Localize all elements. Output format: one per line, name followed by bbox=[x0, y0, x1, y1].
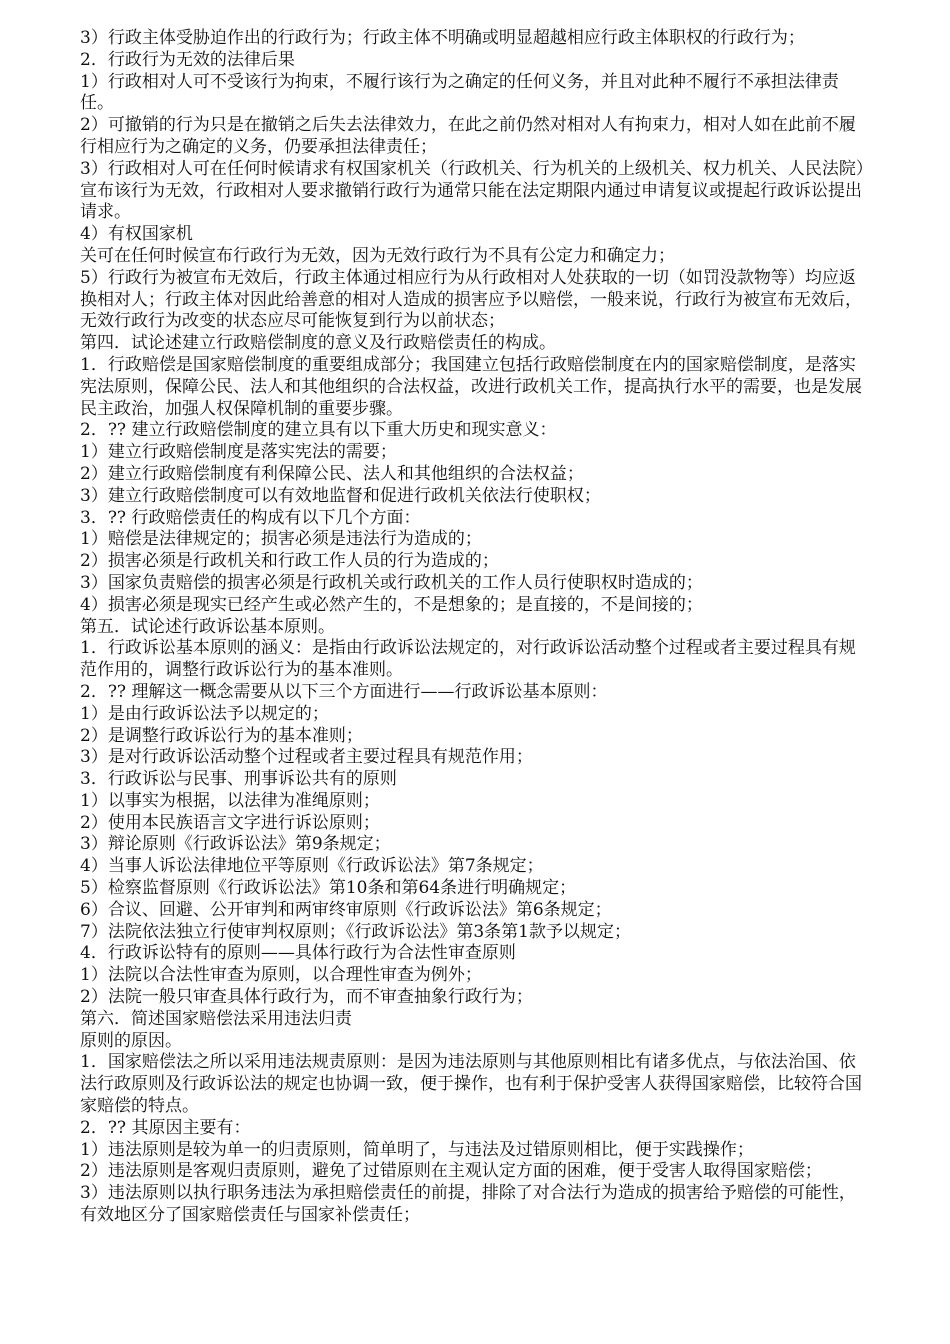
text-line: 关可在任何时候宣布行政行为无效，因为无效行政行为不具有公定力和确定力； bbox=[80, 245, 675, 266]
text-line: 2）法院一般只审查具体行政行为，而不审查抽象行政行为； bbox=[80, 987, 533, 1008]
text-line: 4）损害必须是现实已经产生或必然产生的，不是想象的；是直接的，不是间接的； bbox=[80, 594, 703, 615]
question-heading: 第四．试论述建立行政赔偿制度的意义及行政赔偿责任的构成。 bbox=[80, 333, 556, 354]
text-line: 5）检察监督原则《行政诉讼法》第10条和第64条进行明确规定； bbox=[80, 878, 577, 899]
text-line: 1）以事实为根据，以法律为准绳原则； bbox=[80, 790, 380, 811]
section-heading: 4．行政诉讼特有的原则——具体行政行为合法性审查原则 bbox=[80, 943, 516, 964]
text-line: 2）是调整行政诉讼行为的基本准则； bbox=[80, 725, 363, 746]
text-line: 3）行政主体受胁迫作出的行政行为；行政主体不明确或明显超越相应行政主体职权的行政行为； bbox=[80, 28, 805, 48]
text-line: 1）行政相对人可不受该行为拘束，不履行该行为之确定的任何义务，并且对此种不履行不承担法律责任。 bbox=[80, 71, 839, 114]
section-heading: 2．?? 其原因主要有： bbox=[80, 1117, 251, 1138]
text-line: 2）违法原则是客观归责原则，避免了过错原则在主观认定方面的困难，便于受害人取得国家赔偿； bbox=[80, 1161, 822, 1182]
text-line: 2）损害必须是行政机关和行政工作人员的行为造成的； bbox=[80, 551, 499, 572]
text-line: 1）赔偿是法律规定的；损害必须是违法行为造成的； bbox=[80, 529, 482, 550]
text-line: 1）违法原则是较为单一的归责原则，简单明了，与违法及过错原则相比，便于实践操作； bbox=[80, 1139, 754, 1160]
text-line: 5）行政行为被宣布无效后，行政主体通过相应行为从行政相对人处获取的一切（如罚没款物等）均应返换相对人；行政主体对因此给善意的相对人造成的损害应予以赔偿，一般来说，行政行为被宣布无效后，无效行政行为改变的状态应尽可能恢复到行为以前状态； bbox=[80, 267, 862, 332]
text-line: 6）合议、回避、公开审判和两审终审原则《行政诉讼法》第6条规定； bbox=[80, 899, 612, 920]
text-line: 1．行政赔偿是国家赔偿制度的重要组成部分；我国建立包括行政赔偿制度在内的国家赔偿制度，是落实宪法原则，保障公民、法人和其他组织的合法权益，改进行政机关工作，提高执行水平的需要，也是发展民主政治，加强人权保障机制的重要步骤。 bbox=[80, 354, 862, 419]
section-heading: 2．?? 理解这一概念需要从以下三个方面进行——行政诉讼基本原则： bbox=[80, 681, 608, 702]
question-heading: 第五．试论述行政诉讼基本原则。 bbox=[80, 616, 335, 637]
text-line: 4）有权国家机 bbox=[80, 224, 193, 245]
question-heading: 第六．简述国家赔偿法采用违法归责 bbox=[80, 1008, 352, 1029]
text-line: 3）建立行政赔偿制度可以有效地监督和促进行政机关依法行使职权； bbox=[80, 485, 601, 506]
section-heading: 3．?? 行政赔偿责任的构成有以下几个方面： bbox=[80, 507, 421, 528]
text-line: 2）建立行政赔偿制度有利保障公民、法人和其他组织的合法权益； bbox=[80, 463, 584, 484]
text-line: 1）是由行政诉讼法予以规定的； bbox=[80, 703, 329, 724]
text-line: 3）辩论原则《行政诉讼法》第9条规定； bbox=[80, 834, 391, 855]
text-line: 7）法院依法独立行使审判权原则；《行政诉讼法》第3条第1款予以规定； bbox=[80, 921, 631, 942]
text-line: 2）可撤销的行为只是在撤销之后失去法律效力，在此之前仍然对相对人有拘束力，相对人如在此前不履行相应行为之确定的义务，仍要承担法律责任； bbox=[80, 115, 856, 157]
section-heading: 3．行政诉讼与民事、刑事诉讼共有的原则 bbox=[80, 769, 397, 790]
text-line: 1．行政诉讼基本原则的涵义：是指由行政诉讼法规定的，对行政诉讼活动整个过程或者主要过程具有规范作用的，调整行政诉讼行为的基本准则。 bbox=[80, 638, 856, 681]
text-line: 4）当事人诉讼法律地位平等原则《行政诉讼法》第7条规定； bbox=[80, 856, 544, 877]
text-line: 3）行政相对人可在任何时候请求有权国家机关（行政机关、行为机关的上级机关、权力机关、人民法院）宣布该行为无效，行政相对人要求撤销行政行为通常只能在法定期限内通过申请复议或提起行政诉讼提出请求。 bbox=[80, 158, 865, 223]
text-line: 3）是对行政诉讼活动整个过程或者主要过程具有规范作用； bbox=[80, 747, 533, 768]
text-line: 2）使用本民族语言文字进行诉讼原则； bbox=[80, 812, 380, 833]
text-line: 1．国家赔偿法之所以采用违法规责原则：是因为违法原则与其他原则相比有诸多优点，与依法治国、依法行政原则及行政诉讼法的规定也协调一致，便于操作，也有利于保护受害人获得国家赔偿，比较符合国家赔偿的特点。 bbox=[80, 1052, 862, 1117]
question-heading-continued: 原则的原因。 bbox=[80, 1030, 182, 1051]
text-line: 3）国家负责赔偿的损害必须是行政机关或行政机关的工作人员行使职权时造成的； bbox=[80, 572, 703, 593]
section-heading: 2．行政行为无效的法律后果 bbox=[80, 49, 295, 70]
document-page bbox=[80, 28, 870, 1227]
text-line: 1）法院以合法性审查为原则，以合理性审查为例外； bbox=[80, 965, 482, 986]
section-heading: 2．?? 建立行政赔偿制度的建立具有以下重大历史和现实意义： bbox=[80, 420, 557, 441]
text-line: 3）违法原则以执行职务违法为承担赔偿责任的前提，排除了对合法行为造成的损害给予赔偿的可能性，有效地区分了国家赔偿责任与国家补偿责任； bbox=[80, 1183, 856, 1226]
text-line: 1）建立行政赔偿制度是落实宪法的需要； bbox=[80, 442, 397, 463]
